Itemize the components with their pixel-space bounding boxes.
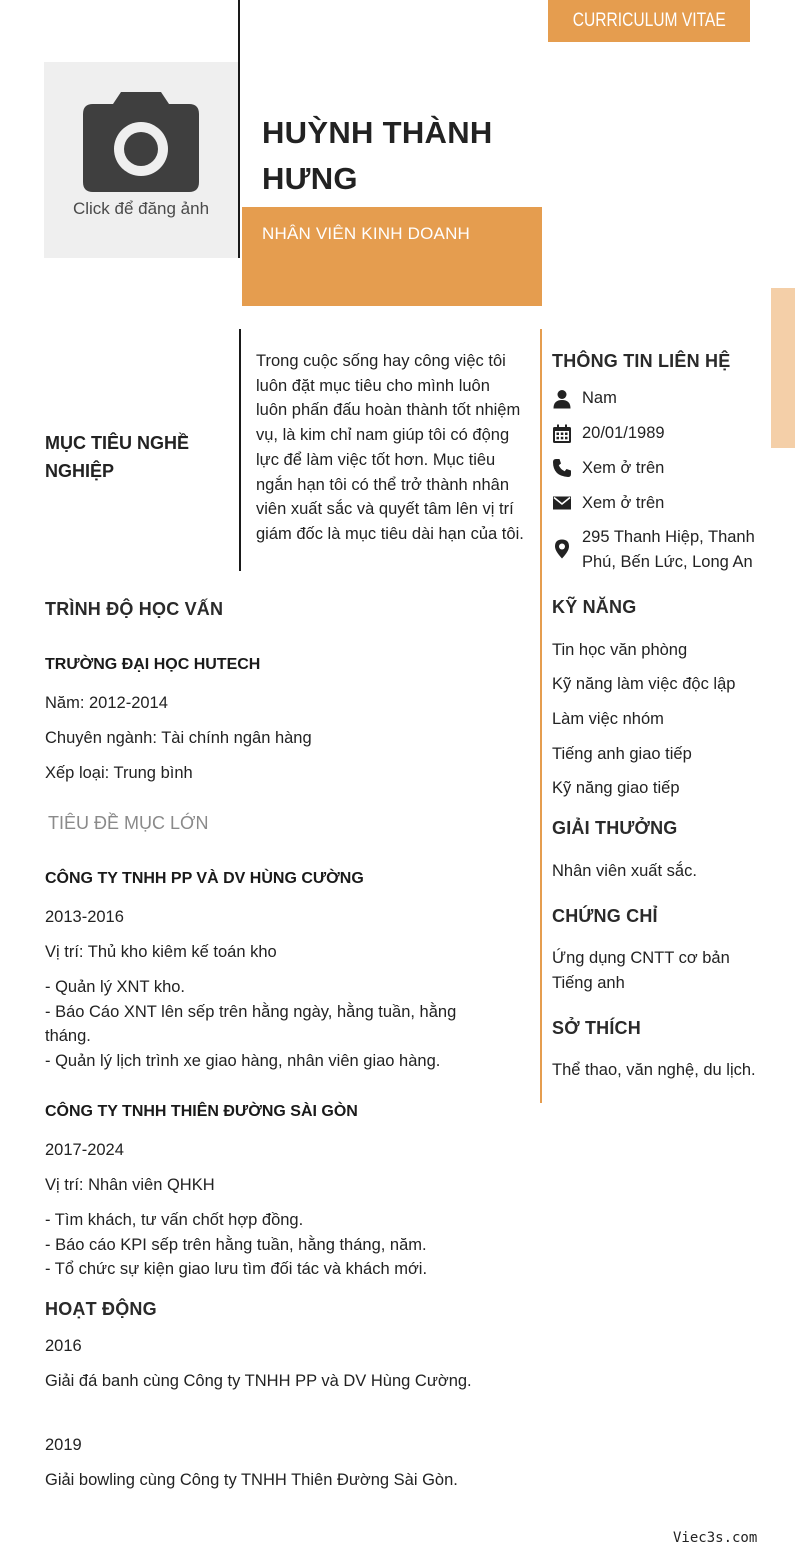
activity-text: Giải đá banh cùng Công ty TNHH PP và DV Hùng Cường. <box>45 1372 472 1390</box>
duty-line: - Báo Cáo XNT lên sếp trên hằng ngày, hằng tuần, hằng <box>45 1002 457 1021</box>
candidate-name-line1: HUỲNH THÀNH <box>262 115 493 150</box>
contact-address-line1: 295 Thanh Hiệp, Thanh <box>582 528 755 546</box>
awards-text: Nhân viên xuất sắc. <box>552 862 697 880</box>
section-title-placeholder[interactable]: TIÊU ĐỀ MỤC LỚN <box>48 813 209 833</box>
skill-item: Làm việc nhóm <box>552 710 664 728</box>
skills-title: KỸ NĂNG <box>552 597 637 617</box>
contact-gender: Nam <box>582 389 617 407</box>
experience-company: CÔNG TY TNHH THIÊN ĐƯỜNG SÀI GÒN <box>45 1103 358 1120</box>
contact-address-line2: Phú, Bến Lức, Long An <box>582 552 753 571</box>
contact-phone: Xem ở trên <box>582 459 665 477</box>
footer-watermark: Viec3s.com <box>673 1530 758 1546</box>
experience-duties <box>45 1208 515 1282</box>
right-column-divider <box>540 329 542 1103</box>
hobbies-title: SỞ THÍCH <box>552 1018 641 1038</box>
experience-period: 2017-2024 <box>45 1141 124 1159</box>
experience-position: Vị trí: Thủ kho kiêm kế toán kho <box>45 943 277 961</box>
education-title: TRÌNH ĐỘ HỌC VẤN <box>45 599 224 619</box>
experience-position: Vị trí: Nhân viên QHKH <box>45 1176 215 1194</box>
duty-line: - Báo cáo KPI sếp trên hằng tuần, hằng tháng, năm. <box>45 1235 427 1254</box>
objective-text: Trong cuộc sống hay công việc tôi luôn đặt mục tiêu cho mình luôn luôn phấn đấu hoàn thành tốt nhiệm vụ, là kim chỉ nam giúp tôi có động lực để làm việc tốt hơn. Mục tiêu ngắn hạn tôi có thể trở thành nhân viên xuất sắc và quyết tâm lên vị trí giám đốc là mục tiêu dài hạn của tôi. <box>256 352 524 543</box>
photo-upload-hint[interactable]: Click để đăng ảnh <box>72 199 210 218</box>
objective-title-line1: MỤC TIÊU NGHỀ <box>45 433 189 453</box>
location-pin-icon <box>552 539 572 559</box>
objective-title <box>45 429 225 485</box>
skill-item: Kỹ năng giao tiếp <box>552 779 680 797</box>
contact-dob: 20/01/1989 <box>582 424 665 442</box>
skill-item: Tin học văn phòng <box>552 641 688 659</box>
email-icon <box>552 493 572 513</box>
certificate-item: Ứng dụng CNTT cơ bản <box>552 949 730 967</box>
duty-line: - Tìm khách, tư vấn chốt hợp đồng. <box>45 1211 304 1229</box>
activity-text: Giải bowling cùng Công ty TNHH Thiên Đường Sài Gòn. <box>45 1471 458 1489</box>
duty-line: - Tổ chức sự kiện giao lưu tìm đối tác và khách mới. <box>45 1260 428 1279</box>
activities-title: HOẠT ĐỘNG <box>45 1299 157 1319</box>
education-rank: Xếp loại: Trung bình <box>45 764 193 782</box>
camera-icon[interactable] <box>83 92 199 192</box>
header-divider <box>238 0 240 258</box>
activity-year: 2016 <box>45 1337 82 1355</box>
awards-title: GIẢI THƯỞNG <box>552 818 678 838</box>
duty-line: tháng. <box>45 1027 91 1046</box>
contact-title: THÔNG TIN LIÊN HỆ <box>552 351 731 371</box>
education-school: TRƯỜNG ĐẠI HỌC HUTECH <box>45 656 261 673</box>
skill-item: Tiếng anh giao tiếp <box>552 745 692 763</box>
experience-duties <box>45 975 515 1074</box>
candidate-name-line2: HƯNG <box>262 161 358 196</box>
education-years: Năm: 2012-2014 <box>45 694 168 712</box>
experience-period: 2013-2016 <box>45 908 124 926</box>
side-tab[interactable] <box>771 288 795 448</box>
candidate-name <box>262 110 542 202</box>
objective-divider <box>239 329 241 571</box>
certificate-item: Tiếng anh <box>552 974 625 992</box>
calendar-icon <box>552 424 572 444</box>
cv-banner <box>548 0 750 42</box>
skill-item: Kỹ năng làm việc độc lập <box>552 675 736 693</box>
experience-company: CÔNG TY TNHH PP VÀ DV HÙNG CƯỜNG <box>45 870 364 887</box>
duty-line: - Quản lý XNT kho. <box>45 978 186 996</box>
activity-year: 2019 <box>45 1436 82 1454</box>
phone-icon <box>552 458 572 478</box>
objective-title-line2: NGHIỆP <box>45 461 115 481</box>
cv-banner-text: CURRICULUM VITAE <box>572 10 726 31</box>
person-icon <box>552 389 572 409</box>
role-box <box>242 207 542 306</box>
job-title: NHÂN VIÊN KINH DOANH <box>262 224 471 243</box>
education-major: Chuyên ngành: Tài chính ngân hàng <box>45 729 312 747</box>
contact-address <box>582 525 772 574</box>
hobbies-text: Thể thao, văn nghệ, du lịch. <box>552 1061 756 1079</box>
duty-line: - Quản lý lịch trình xe giao hàng, nhân viên giao hàng. <box>45 1052 441 1071</box>
certificates-title: CHỨNG CHỈ <box>552 906 658 926</box>
contact-email: Xem ở trên <box>582 494 665 512</box>
